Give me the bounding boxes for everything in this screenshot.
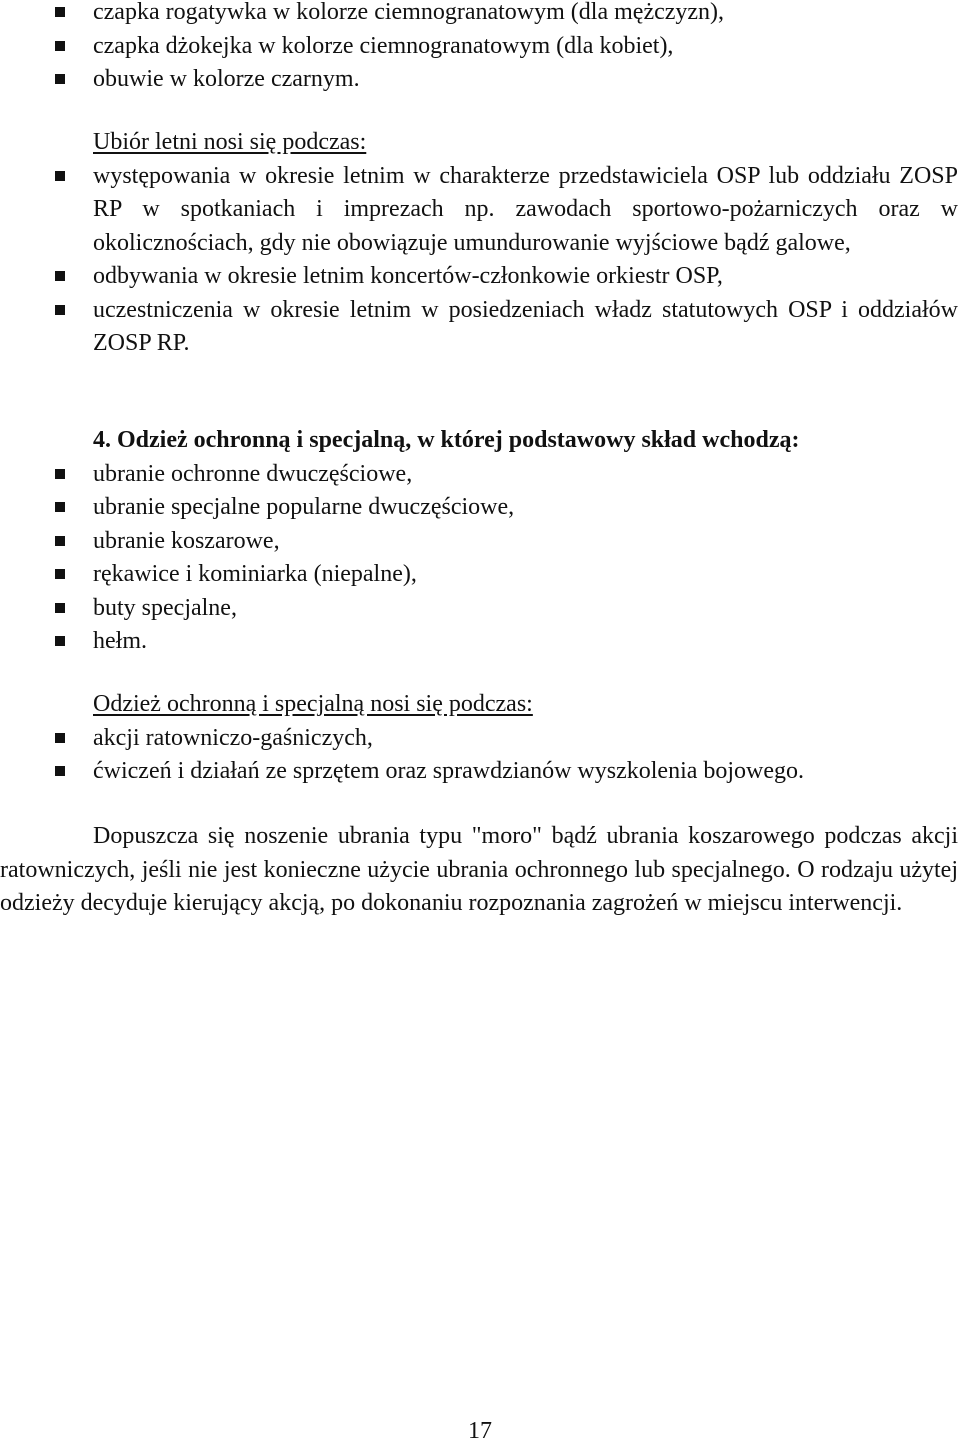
square-bullet-icon: [55, 7, 65, 17]
list-item: [0, 0, 960, 30]
list-item: [0, 491, 960, 525]
protective-usage-list: [0, 722, 960, 789]
list-item: [0, 722, 960, 756]
list-item-text: czapka rogatywka w kolorze ciemnogranatowym (dla mężczyzn),: [93, 0, 725, 25]
list-item-text: czapka dżokejka w kolorze ciemnogranatowym (dla kobiet),: [93, 32, 674, 59]
protective-clothing-list: [0, 458, 960, 659]
square-bullet-icon: [55, 733, 65, 743]
summer-uniform-list: [0, 160, 960, 361]
square-bullet-icon: [55, 636, 65, 646]
list-item: [0, 755, 960, 789]
list-item: [0, 525, 960, 559]
list-item: [0, 260, 960, 294]
square-bullet-icon: [55, 536, 65, 546]
protective-usage-section: [0, 688, 960, 789]
summer-uniform-heading: Ubiór letni nosi się podczas:: [93, 129, 367, 155]
uniform-items-section: [0, 0, 960, 97]
closing-section: [0, 820, 960, 921]
list-item-text: rękawice i kominiarka (niepalne),: [93, 561, 417, 587]
protective-clothing-section: [0, 424, 960, 659]
list-item: [0, 30, 960, 64]
list-item: [0, 160, 960, 261]
square-bullet-icon: [55, 469, 65, 479]
list-item-text: występowania w okresie letnim w charakterze przedstawiciela OSP lub oddziału ZOSP RP w spotkaniach i imprezach np. zawodach sportowo-pożarniczych oraz w okolicznościach, gdy nie obowiązuje umundurowanie wyjściowe bądź galowe,: [93, 162, 958, 256]
square-bullet-icon: [55, 766, 65, 776]
list-item-text: ćwiczeń i działań ze sprzętem oraz sprawdzianów wyszkolenia bojowego.: [93, 758, 805, 784]
list-item-text: hełm.: [93, 628, 147, 654]
summer-uniform-section: [0, 126, 960, 361]
square-bullet-icon: [55, 41, 65, 51]
list-item-text: obuwie w kolorze czarnym.: [93, 66, 360, 92]
protective-usage-heading: Odzież ochronną i specjalną nosi się podczas:: [93, 691, 533, 717]
closing-paragraph: Dopuszcza się noszenie ubrania typu "moro" bądź ubrania koszarowego podczas akcji ratowniczych, jeśli nie jest konieczne użycie ubrania ochronnego lub specjalnego. O rodzaju użytej odzieży decyduje kierujący akcją, po dokonaniu rozpoznania zagrożeń w miejscu interwencji.: [0, 823, 958, 916]
list-item-text: ubranie ochronne dwuczęściowe,: [93, 460, 413, 487]
list-item-text: uczestniczenia w okresie letnim w posiedzeniach władz statutowych OSP i oddziałów ZOSP RP.: [93, 296, 958, 356]
list-item-text: ubranie koszarowe,: [93, 527, 280, 554]
uniform-items-list: [0, 0, 960, 97]
square-bullet-icon: [55, 502, 65, 512]
list-item: [0, 625, 960, 659]
square-bullet-icon: [55, 569, 65, 579]
list-item-text: ubranie specjalne popularne dwuczęściowe,: [93, 494, 515, 520]
list-item: [0, 63, 960, 97]
page-number: 17: [468, 1418, 492, 1444]
square-bullet-icon: [55, 171, 65, 181]
list-item-text: buty specjalne,: [93, 594, 237, 621]
square-bullet-icon: [55, 271, 65, 281]
square-bullet-icon: [55, 603, 65, 613]
list-item-text: odbywania w okresie letnim koncertów-członkowie orkiestr OSP,: [93, 263, 723, 289]
list-item: [0, 458, 960, 492]
list-item: [0, 592, 960, 626]
list-item: [0, 294, 960, 361]
section-4-heading: 4. Odzież ochronną i specjalną, w której podstawowy skład wchodzą:: [93, 427, 800, 453]
square-bullet-icon: [55, 305, 65, 315]
square-bullet-icon: [55, 74, 65, 84]
list-item-text: akcji ratowniczo-gaśniczych,: [93, 724, 373, 751]
list-item: [0, 558, 960, 592]
